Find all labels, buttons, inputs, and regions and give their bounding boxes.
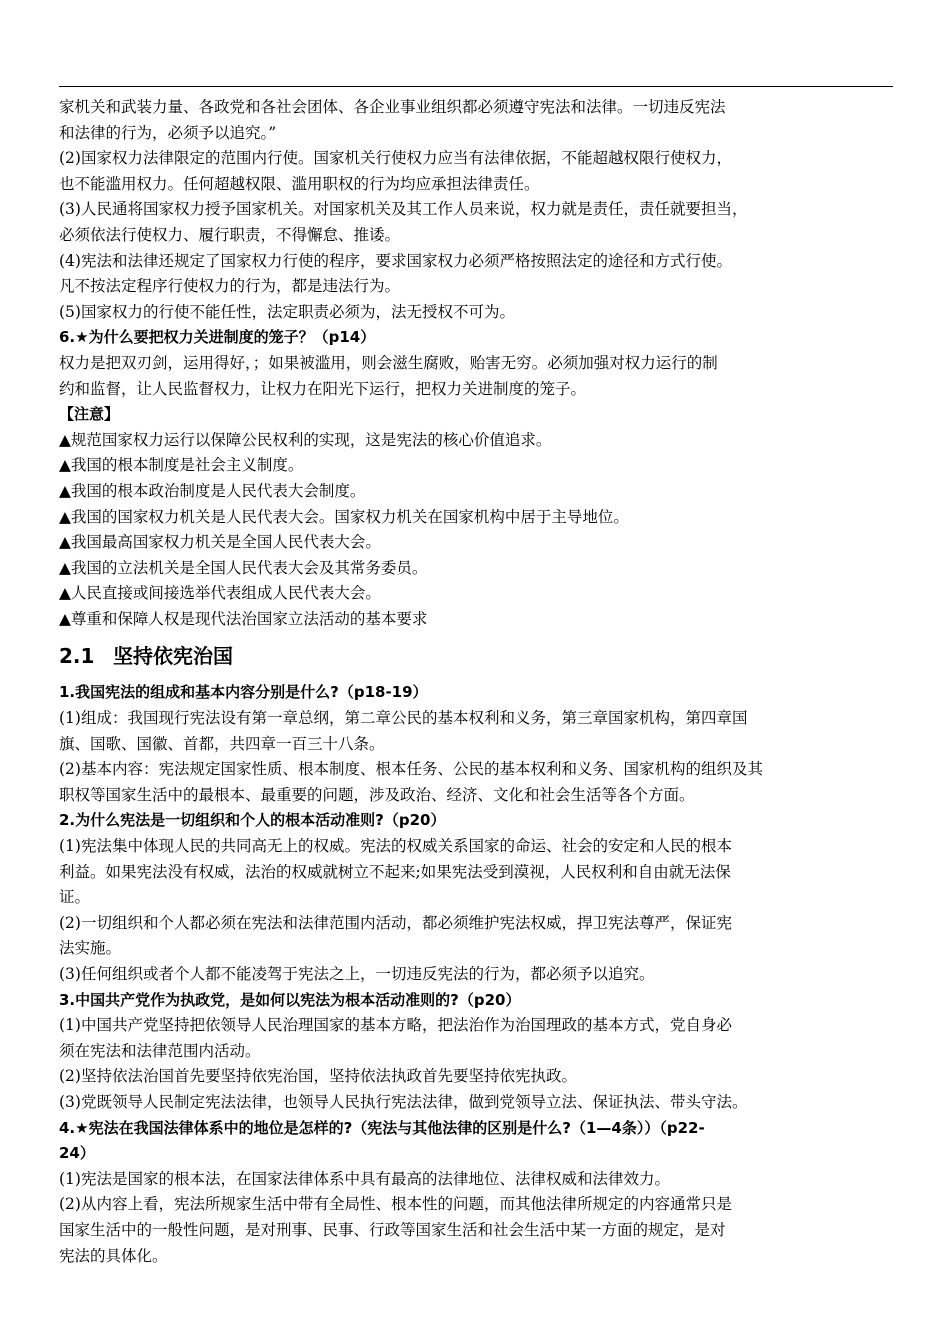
text-line: (3)党既领导人民制定宪法法律，也领导人民执行宪法法律，做到党领导立法、保证执法、带头守法。 [59, 1092, 748, 1111]
text-line: 须在宪法和法律范围内活动。 [59, 1041, 261, 1060]
text-line: (2)坚持依法治国首先要坚持依宪治国，坚持依法执政首先要坚持依宪执政。 [59, 1067, 577, 1086]
text-line: (2)基本内容：宪法规定国家性质、根本制度、根本任务、公民的基本权利和义务、国家机构的组织及其 [59, 760, 763, 779]
text-line: 和法律的行为，必须予以追究。” [59, 123, 277, 142]
text-line: 家机关和武装力量、各政党和各社会团体、各企业事业组织都必须遵守宪法和法律。一切违反宪法 [59, 98, 726, 116]
question-heading: 2.为什么宪法是一切组织和个人的根本活动准则?（p20） [59, 811, 446, 830]
note-item: ▲我国的根本政治制度是人民代表大会制度。 [59, 481, 366, 500]
header-rule [59, 86, 893, 87]
note-item: ▲我国的根本制度是社会主义制度。 [59, 456, 304, 475]
text-line: 也不能滥用权力。任何超越权限、滥用职权的行为均应承担法律责任。 [59, 174, 540, 193]
text-line: (3)人民通将国家权力授予国家机关。对国家机关及其工作人员来说，权力就是责任，责任就要担当， [59, 200, 748, 219]
text-line: 约和监督，让人民监督权力，让权力在阳光下运行，把权力关进制度的笼子。 [59, 379, 587, 398]
note-item: ▲我国的立法机关是全国人民代表大会及其常务委员。 [59, 558, 428, 577]
text-line: (1)组成：我国现行宪法设有第一章总纲，第二章公民的基本权利和义务，第三章国家机构，第四章国 [59, 709, 748, 728]
text-line: 宪法的具体化。 [59, 1246, 168, 1265]
text-line: 旗、国歌、国徽、首都，共四章一百三十八条。 [59, 734, 385, 753]
question-4-block [59, 1116, 899, 1270]
text-line: 证。 [59, 888, 91, 907]
question-1-block [59, 680, 899, 808]
section-title: 坚持依宪治国 [113, 644, 233, 669]
note-item: ▲我国最高国家权力机关是全国人民代表大会。 [59, 533, 381, 552]
section-number: 2.1 [59, 644, 95, 669]
text-line: 利益。如果宪法没有权威，法治的权威就树立不起来;如果宪法受到漠视，人民权利和自由就无法保 [59, 862, 731, 881]
notes-heading: 【注意】 [59, 405, 120, 424]
question-2-block [59, 808, 899, 987]
text-line: (2)国家权力法律限定的范围内行使。国家机关行使权力应当有法律依据，不能超越权限行使权力， [59, 149, 732, 168]
text-line: (5)国家权力的行使不能任性，法定职责必须为，法无授权不可为。 [59, 302, 515, 321]
question-heading: 4.★宪法在我国法律体系中的地位是怎样的?（宪法与其他法律的区别是什么?（1—4条））（p22- [59, 1118, 705, 1137]
text-line: (3)任何组织或者个人都不能凌驾于宪法之上，一切违反宪法的行为，都必须予以追究。 [59, 965, 655, 983]
question-heading-continued: 24） [59, 1144, 95, 1163]
text-line: (2)一切组织和个人都必须在宪法和法律范围内活动，都必须维护宪法权威，捍卫宪法尊严，保证宪 [59, 913, 732, 932]
question-3-block [59, 988, 899, 1116]
text-line: 必须依法行使权力、履行职责，不得懈怠、推诿。 [59, 225, 401, 244]
text-line: 凡不按法定程序行使权力的行为，都是违法行为。 [59, 277, 401, 296]
question-heading: 3.中国共产党作为执政党，是如何以宪法为根本活动准则的?（p20） [59, 990, 521, 1009]
text-line: (4)宪法和法律还规定了国家权力行使的程序，要求国家权力必须严格按照法定的途径和方式行使。 [59, 251, 732, 270]
text-line: (1)宪法集中体现人民的共同高无上的权威。宪法的权威关系国家的命运、社会的安定和人民的根本 [59, 837, 732, 856]
note-item: ▲人民直接或间接选举代表组成人民代表大会。 [59, 584, 381, 603]
question-heading: 1.我国宪法的组成和基本内容分别是什么?（p18-19） [59, 683, 428, 702]
text-line: 职权等国家生活中的最根本、最重要的问题，涉及政治、经济、文化和社会生活等各个方面。 [59, 785, 695, 804]
continued-paragraph-block [59, 95, 899, 325]
text-line: 国家生活中的一般性问题，是对刑事、民事、行政等国家生活和社会生活中某一方面的规定，是对 [59, 1220, 726, 1239]
text-line: (2)从内容上看，宪法所规家生活中带有全局性、根本性的问题，而其他法律所规定的内容通常只是 [59, 1195, 732, 1214]
document-body [59, 95, 899, 1269]
note-item: ▲尊重和保障人权是现代法治国家立法活动的基本要求 [59, 609, 428, 628]
question-heading: 6.★为什么要把权力关进制度的笼子？（p14） [59, 328, 376, 347]
note-item: ▲我国的国家权力机关是人民代表大会。国家权力机关在国家机构中居于主导地位。 [59, 507, 629, 526]
notes-block [59, 402, 899, 632]
text-line: 权力是把双刃剑，运用得好，；如果被滥用，则会滋生腐败，贻害无穷。必须加强对权力运行的制 [59, 353, 718, 372]
text-line: (1)宪法是国家的根本法，在国家法律体系中具有最高的法律地位、法律权威和法律效力。 [59, 1169, 670, 1188]
text-line: (1)中国共产党坚持把依领导人民治理国家的基本方略，把法治作为治国理政的基本方式，党自身必 [59, 1016, 732, 1035]
note-item: ▲规范国家权力运行以保障公民权利的实现，这是宪法的核心价值追求。 [59, 430, 552, 449]
text-line: 法实施。 [59, 939, 122, 958]
question-6-block [59, 325, 899, 402]
section-heading [59, 632, 899, 680]
